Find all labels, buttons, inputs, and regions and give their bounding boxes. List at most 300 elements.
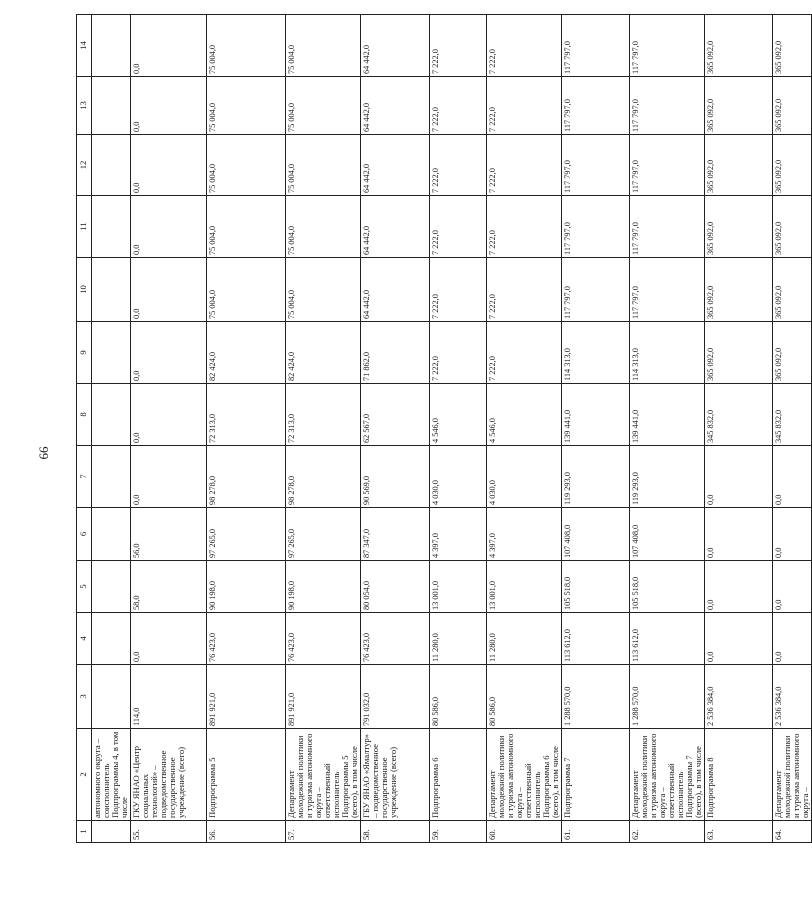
value-cell [630, 665, 705, 729]
value-cell [92, 508, 131, 561]
value-cell [487, 15, 562, 77]
cell-value: 365 092,0 [774, 285, 783, 319]
table-row [92, 15, 131, 843]
header-cell: 2 [77, 729, 92, 821]
header-cell: 3 [77, 665, 92, 729]
value-cell [92, 446, 131, 508]
value-cell [430, 665, 487, 729]
header-cell: 8 [77, 384, 92, 446]
value-cell [131, 384, 207, 446]
value-cell [562, 384, 630, 446]
cell-value: 4 030,0 [431, 480, 440, 505]
value-cell [361, 15, 430, 77]
cell-value: 0,0 [706, 599, 715, 610]
cell-value: 64 442,0 [362, 44, 371, 74]
value-cell [773, 196, 812, 258]
cell-value: 7 222,0 [488, 230, 497, 255]
cell-value: 75 004,0 [208, 163, 217, 193]
table-row [207, 15, 286, 843]
table-row [286, 15, 361, 843]
value-cell [207, 384, 286, 446]
value-cell [630, 446, 705, 508]
row-number: 59. [430, 821, 487, 843]
cell-value: 56,0 [132, 543, 141, 558]
value-cell [286, 77, 361, 135]
value-cell [487, 508, 562, 561]
value-cell [430, 196, 487, 258]
header-cell: 1 [77, 821, 92, 843]
cell-value: 72 313,0 [287, 413, 296, 443]
value-cell [705, 446, 773, 508]
cell-value: 75 004,0 [287, 102, 296, 132]
value-cell [487, 446, 562, 508]
cell-value: 117 797,0 [631, 222, 640, 255]
header-cell: 10 [77, 258, 92, 322]
cell-value: 72 313,0 [208, 413, 217, 443]
value-cell [630, 77, 705, 135]
cell-value: 0,0 [132, 651, 141, 662]
value-cell [630, 258, 705, 322]
cell-value: 117 797,0 [631, 160, 640, 193]
value-cell [286, 446, 361, 508]
cell-value: 75 004,0 [287, 289, 296, 319]
value-cell [630, 322, 705, 384]
header-cell: 9 [77, 322, 92, 384]
value-cell [487, 77, 562, 135]
cell-value: 87 347,0 [362, 528, 371, 558]
row-number: 62. [630, 821, 705, 843]
cell-value: 2 536 384,0 [774, 686, 783, 726]
value-cell [361, 196, 430, 258]
value-cell [286, 322, 361, 384]
value-cell [361, 446, 430, 508]
cell-value: 7 222,0 [431, 356, 440, 381]
value-cell [773, 613, 812, 665]
cell-value: 11 280,0 [488, 633, 497, 662]
header-cell: 11 [77, 196, 92, 258]
cell-value: 7 222,0 [488, 49, 497, 74]
value-cell [207, 561, 286, 613]
cell-value: 76 423,0 [287, 632, 296, 662]
value-cell [286, 508, 361, 561]
value-cell [430, 613, 487, 665]
cell-value: 0,0 [132, 370, 141, 381]
cell-value: 117 797,0 [563, 99, 572, 132]
cell-value: 365 092,0 [706, 98, 715, 132]
value-cell [430, 384, 487, 446]
value-cell [705, 258, 773, 322]
value-cell [487, 135, 562, 196]
cell-value: 90 569,0 [362, 475, 371, 505]
cell-value: 7 222,0 [431, 107, 440, 132]
cell-value: 117 797,0 [563, 222, 572, 255]
cell-value: 0,0 [132, 63, 141, 74]
cell-value: 64 442,0 [362, 163, 371, 193]
value-cell [361, 508, 430, 561]
value-cell [562, 15, 630, 77]
row-name: Подпрограмма 8 [705, 729, 773, 821]
value-cell [207, 508, 286, 561]
value-cell [562, 508, 630, 561]
value-cell [92, 15, 131, 77]
row-number [92, 821, 131, 843]
cell-value: 345 832,0 [706, 409, 715, 443]
cell-value: 365 092,0 [706, 347, 715, 381]
row-name: Департамент молодежной политики и туризма автономного округа – [773, 729, 812, 821]
value-cell [705, 665, 773, 729]
value-cell [361, 561, 430, 613]
cell-value: 0,0 [132, 121, 141, 132]
value-cell [92, 135, 131, 196]
value-cell [630, 196, 705, 258]
cell-value: 0,0 [132, 244, 141, 255]
cell-value: 114 313,0 [563, 348, 572, 381]
value-cell [131, 508, 207, 561]
header-cell: 6 [77, 508, 92, 561]
value-cell [562, 258, 630, 322]
value-cell [131, 446, 207, 508]
value-cell [131, 258, 207, 322]
value-cell [92, 196, 131, 258]
row-name: ГБУ ЯНАО «Ямалтур» – подведомственное государственное учреждение (всего) [361, 729, 430, 821]
cell-value: 7 222,0 [488, 294, 497, 319]
value-cell [562, 446, 630, 508]
cell-value: 7 222,0 [431, 230, 440, 255]
cell-value: 4 546,0 [431, 418, 440, 443]
cell-value: 0,0 [132, 308, 141, 319]
value-cell [705, 508, 773, 561]
cell-value: 82 424,0 [208, 351, 217, 381]
cell-value: 1 288 570,0 [631, 686, 640, 726]
page-number: 66 [36, 446, 51, 460]
value-cell [131, 613, 207, 665]
cell-value: 365 092,0 [706, 285, 715, 319]
header-cell: 12 [77, 135, 92, 196]
value-cell [487, 322, 562, 384]
cell-value: 114 313,0 [631, 348, 640, 381]
cell-value: 117 797,0 [563, 286, 572, 319]
cell-value: 365 092,0 [774, 98, 783, 132]
value-cell [92, 77, 131, 135]
value-cell [430, 77, 487, 135]
value-cell [92, 665, 131, 729]
row-number: 57. [286, 821, 361, 843]
value-cell [487, 196, 562, 258]
cell-value: 0,0 [774, 547, 783, 558]
cell-value: 7 222,0 [431, 294, 440, 319]
value-cell [92, 258, 131, 322]
value-cell [562, 77, 630, 135]
cell-value: 119 293,0 [563, 472, 572, 505]
cell-value: 0,0 [774, 651, 783, 662]
header-cell: 13 [77, 77, 92, 135]
cell-value: 891 921,0 [208, 692, 217, 726]
budget-table [76, 14, 812, 843]
header-cell: 14 [77, 15, 92, 77]
cell-value: 2 536 384,0 [706, 686, 715, 726]
cell-value: 4 397,0 [431, 533, 440, 558]
cell-value: 64 442,0 [362, 225, 371, 255]
value-cell [286, 135, 361, 196]
table-row [562, 15, 630, 843]
value-cell [487, 561, 562, 613]
cell-value: 80 054,0 [362, 580, 371, 610]
value-cell [773, 322, 812, 384]
header-row [77, 15, 92, 843]
value-cell [773, 508, 812, 561]
table-row [131, 15, 207, 843]
value-cell [207, 196, 286, 258]
row-number: 63. [705, 821, 773, 843]
cell-value: 75 004,0 [208, 289, 217, 319]
value-cell [773, 135, 812, 196]
cell-value: 75 004,0 [208, 102, 217, 132]
value-cell [630, 384, 705, 446]
cell-value: 117 797,0 [563, 160, 572, 193]
cell-value: 0,0 [132, 182, 141, 193]
value-cell [487, 665, 562, 729]
cell-value: 75 004,0 [287, 225, 296, 255]
value-cell [92, 561, 131, 613]
value-cell [286, 15, 361, 77]
value-cell [361, 322, 430, 384]
value-cell [562, 613, 630, 665]
table-row [630, 15, 705, 843]
row-name: Департамент молодежной политики и туризма автономного округа – ответственный исполнитель Подпрограммы 6 (всего), в том числе [487, 729, 562, 821]
table-row [361, 15, 430, 843]
value-cell [207, 665, 286, 729]
value-cell [131, 15, 207, 77]
cell-value: 75 004,0 [287, 44, 296, 74]
table-row [487, 15, 562, 843]
value-cell [773, 446, 812, 508]
cell-value: 0,0 [774, 599, 783, 610]
cell-value: 7 222,0 [488, 107, 497, 132]
cell-value: 0,0 [132, 494, 141, 505]
value-cell [361, 384, 430, 446]
cell-value: 114,0 [132, 707, 141, 726]
cell-value: 117 797,0 [631, 41, 640, 74]
cell-value: 76 423,0 [362, 632, 371, 662]
table-row [773, 15, 812, 843]
header-cell: 7 [77, 446, 92, 508]
cell-value: 90 198,0 [287, 580, 296, 610]
cell-value: 105 518,0 [563, 576, 572, 610]
cell-value: 365 092,0 [706, 221, 715, 255]
cell-value: 7 222,0 [488, 168, 497, 193]
cell-value: 58,0 [132, 595, 141, 610]
value-cell [131, 322, 207, 384]
value-cell [773, 665, 812, 729]
value-cell [487, 384, 562, 446]
cell-value: 117 797,0 [631, 286, 640, 319]
value-cell [705, 613, 773, 665]
cell-value: 119 293,0 [631, 472, 640, 505]
row-number: 61. [562, 821, 630, 843]
value-cell [773, 561, 812, 613]
value-cell [207, 135, 286, 196]
value-cell [286, 258, 361, 322]
value-cell [131, 665, 207, 729]
cell-value: 13 001,0 [431, 580, 440, 610]
cell-value: 4 546,0 [488, 418, 497, 443]
cell-value: 98 278,0 [208, 475, 217, 505]
cell-value: 891 921,0 [287, 692, 296, 726]
value-cell [773, 77, 812, 135]
value-cell [705, 384, 773, 446]
row-name: Департамент молодежной политики и туризма автономного округа – ответственный исполнитель Подпрограммы 5 (всего), в том числе [286, 729, 361, 821]
cell-value: 82 424,0 [287, 351, 296, 381]
cell-value: 365 092,0 [774, 40, 783, 74]
value-cell [562, 665, 630, 729]
cell-value: 0,0 [774, 494, 783, 505]
cell-value: 791 032,0 [362, 692, 371, 726]
cell-value: 11 280,0 [431, 633, 440, 662]
table-row [705, 15, 773, 843]
cell-value: 113 612,0 [563, 629, 572, 662]
cell-value: 365 092,0 [706, 159, 715, 193]
value-cell [286, 613, 361, 665]
value-cell [430, 135, 487, 196]
row-name: ГКУ ЯНАО «Центр социальных технологий» – подведомственное государственное учреждение (всего) [131, 729, 207, 821]
value-cell [361, 613, 430, 665]
value-cell [286, 665, 361, 729]
cell-value: 7 222,0 [488, 356, 497, 381]
value-cell [705, 15, 773, 77]
value-cell [705, 196, 773, 258]
cell-value: 13 001,0 [488, 580, 497, 610]
value-cell [705, 561, 773, 613]
cell-value: 365 092,0 [706, 40, 715, 74]
cell-value: 365 092,0 [774, 347, 783, 381]
header-cell: 4 [77, 613, 92, 665]
cell-value: 90 198,0 [208, 580, 217, 610]
value-cell [430, 258, 487, 322]
value-cell [361, 77, 430, 135]
cell-value: 71 862,0 [362, 351, 371, 381]
cell-value: 365 092,0 [774, 159, 783, 193]
value-cell [131, 77, 207, 135]
value-cell [207, 15, 286, 77]
cell-value: 365 092,0 [774, 221, 783, 255]
cell-value: 64 442,0 [362, 289, 371, 319]
cell-value: 98 278,0 [287, 475, 296, 505]
value-cell [92, 613, 131, 665]
cell-value: 4 030,0 [488, 480, 497, 505]
value-cell [286, 561, 361, 613]
cell-value: 117 797,0 [563, 41, 572, 74]
value-cell [630, 613, 705, 665]
value-cell [705, 322, 773, 384]
value-cell [705, 77, 773, 135]
cell-value: 75 004,0 [208, 44, 217, 74]
value-cell [487, 258, 562, 322]
cell-value: 62 567,0 [362, 413, 371, 443]
value-cell [92, 322, 131, 384]
cell-value: 7 222,0 [431, 168, 440, 193]
value-cell [562, 196, 630, 258]
value-cell [207, 258, 286, 322]
cell-value: 1 288 570,0 [563, 686, 572, 726]
value-cell [207, 613, 286, 665]
value-cell [92, 384, 131, 446]
cell-value: 64 442,0 [362, 102, 371, 132]
value-cell [630, 561, 705, 613]
cell-value: 0,0 [132, 432, 141, 443]
table-row [430, 15, 487, 843]
cell-value: 97 265,0 [287, 528, 296, 558]
row-name: Подпрограмма 6 [430, 729, 487, 821]
row-number: 55. [131, 821, 207, 843]
value-cell [773, 258, 812, 322]
value-cell [562, 561, 630, 613]
cell-value: 117 797,0 [631, 99, 640, 132]
row-number: 64. [773, 821, 812, 843]
cell-value: 107 408,0 [563, 524, 572, 558]
value-cell [361, 135, 430, 196]
cell-value: 105 518,0 [631, 576, 640, 610]
value-cell [207, 446, 286, 508]
value-cell [286, 196, 361, 258]
value-cell [207, 77, 286, 135]
value-cell [131, 135, 207, 196]
cell-value: 97 265,0 [208, 528, 217, 558]
cell-value: 80 586,0 [431, 696, 440, 726]
cell-value: 75 004,0 [287, 163, 296, 193]
budget-table-sheet [76, 15, 810, 843]
cell-value: 76 423,0 [208, 632, 217, 662]
value-cell [430, 322, 487, 384]
cell-value: 107 408,0 [631, 524, 640, 558]
cell-value: 139 441,0 [563, 409, 572, 443]
row-number: 56. [207, 821, 286, 843]
cell-value: 113 612,0 [631, 629, 640, 662]
value-cell [487, 613, 562, 665]
value-cell [361, 665, 430, 729]
row-name: Подпрограмма 5 [207, 729, 286, 821]
row-number: 58. [361, 821, 430, 843]
cell-value: 0,0 [706, 494, 715, 505]
value-cell [773, 15, 812, 77]
value-cell [430, 561, 487, 613]
cell-value: 7 222,0 [431, 49, 440, 74]
value-cell [705, 135, 773, 196]
value-cell [286, 384, 361, 446]
value-cell [562, 135, 630, 196]
cell-value: 75 004,0 [208, 225, 217, 255]
header-cell: 5 [77, 561, 92, 613]
value-cell [630, 135, 705, 196]
value-cell [773, 384, 812, 446]
cell-value: 4 397,0 [488, 533, 497, 558]
value-cell [430, 446, 487, 508]
cell-value: 0,0 [706, 651, 715, 662]
row-name: Подпрограмма 7 [562, 729, 630, 821]
row-name: автономного округа – соисполнитель Подпрограммы 4, в том числе [92, 729, 131, 821]
value-cell [361, 258, 430, 322]
row-number: 60. [487, 821, 562, 843]
value-cell [430, 15, 487, 77]
cell-value: 345 832,0 [774, 409, 783, 443]
value-cell [630, 508, 705, 561]
cell-value: 80 586,0 [488, 696, 497, 726]
cell-value: 0,0 [706, 547, 715, 558]
value-cell [430, 508, 487, 561]
cell-value: 139 441,0 [631, 409, 640, 443]
value-cell [562, 322, 630, 384]
value-cell [207, 322, 286, 384]
value-cell [630, 15, 705, 77]
